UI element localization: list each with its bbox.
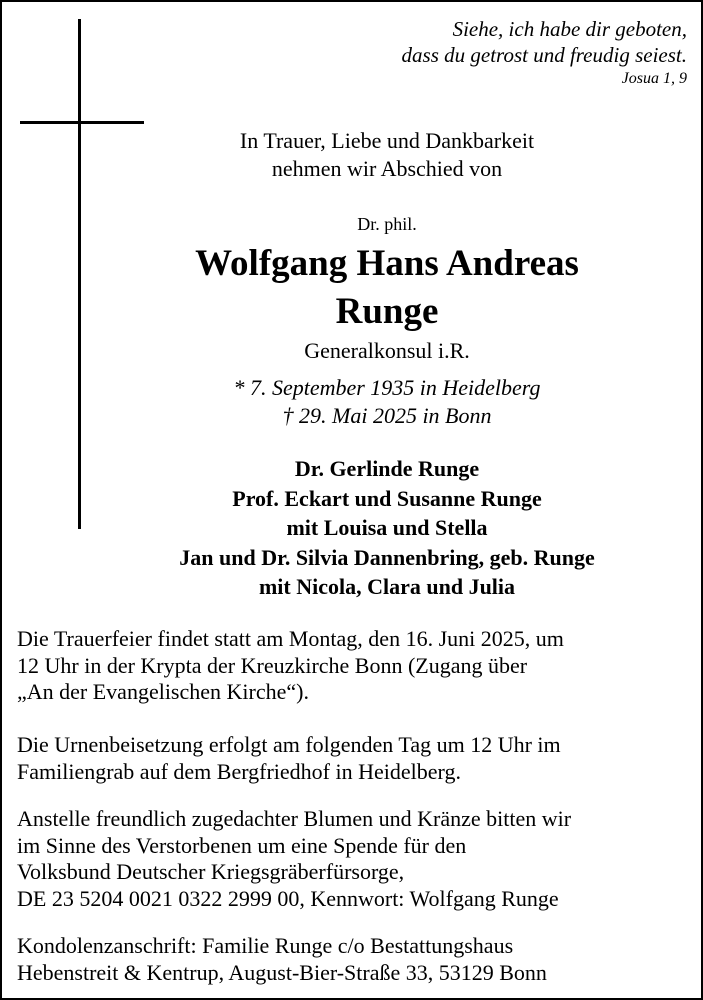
bible-verse (402, 16, 687, 90)
notice-line: Anstelle freundlich zugedachter Blumen und Kränze bitten wir (17, 806, 572, 831)
intro-line: In Trauer, Liebe und Dankbarkeit (239, 128, 535, 153)
deceased-name (72, 240, 702, 336)
notice-line: „An der Evangelischen Kirche“). (17, 679, 309, 704)
notice-line: Familiengrab auf dem Bergfriedhof in Heidelberg. (17, 758, 461, 784)
family-line: Prof. Eckart und Susanne Runge (232, 485, 542, 511)
verse-line: Siehe, ich habe dir geboten, (452, 17, 687, 41)
notice-line: DE 23 5204 0021 0322 2999 00, Kennwort: Wolfgang Runge (17, 885, 559, 911)
notice-line: Kondolenzanschrift: Familie Runge c/o Bestattungshaus (17, 933, 514, 958)
name-line: Runge (335, 291, 439, 332)
family-line: mit Louisa und Stella (286, 515, 488, 540)
notice-line: Die Trauerfeier findet statt am Montag, den 16. Juni 2025, um (17, 626, 564, 651)
profession: Generalkonsul i.R. (304, 338, 470, 363)
notice-line: 12 Uhr in der Krypta der Kreuzkirche Bonn (Zugang über (17, 652, 528, 678)
donation-notice (17, 806, 697, 912)
notice-line: im Sinne des Verstorbenen um eine Spende für den (17, 832, 467, 858)
notice-line: Die Urnenbeisetzung erfolgt am folgenden Tag um 12 Uhr im (17, 732, 561, 757)
life-dates (72, 374, 702, 430)
family-mourners (72, 454, 702, 602)
intro-line: nehmen wir Abschied von (271, 156, 503, 181)
verse-line: dass du getrost und freudig seiest. (401, 43, 687, 67)
verse-reference: Josua 1, 9 (621, 70, 687, 87)
family-line: Dr. Gerlinde Runge (294, 456, 480, 481)
condolence-address (17, 933, 697, 986)
death-date: † 29. Mai 2025 in Bonn (282, 403, 492, 428)
birth-date: * 7. September 1935 in Heidelberg (233, 375, 541, 400)
notice-line: Volksbund Deutscher Kriegsgräberfürsorge, (17, 859, 405, 884)
cross-icon-horizontal-bar (20, 121, 144, 124)
name-line: Wolfgang Hans Andreas (195, 243, 579, 284)
notice-line: Hebenstreit & Kentrup, August-Bier-Straße 33, 53129 Bonn (17, 959, 547, 985)
burial-notice (17, 732, 697, 785)
academic-title: Dr. phil. (357, 214, 417, 234)
funeral-notice (17, 626, 697, 706)
intro-text (72, 127, 702, 183)
family-line: Jan und Dr. Silvia Dannenbring, geb. Runge (179, 544, 595, 570)
family-line: mit Nicola, Clara und Julia (258, 574, 516, 599)
